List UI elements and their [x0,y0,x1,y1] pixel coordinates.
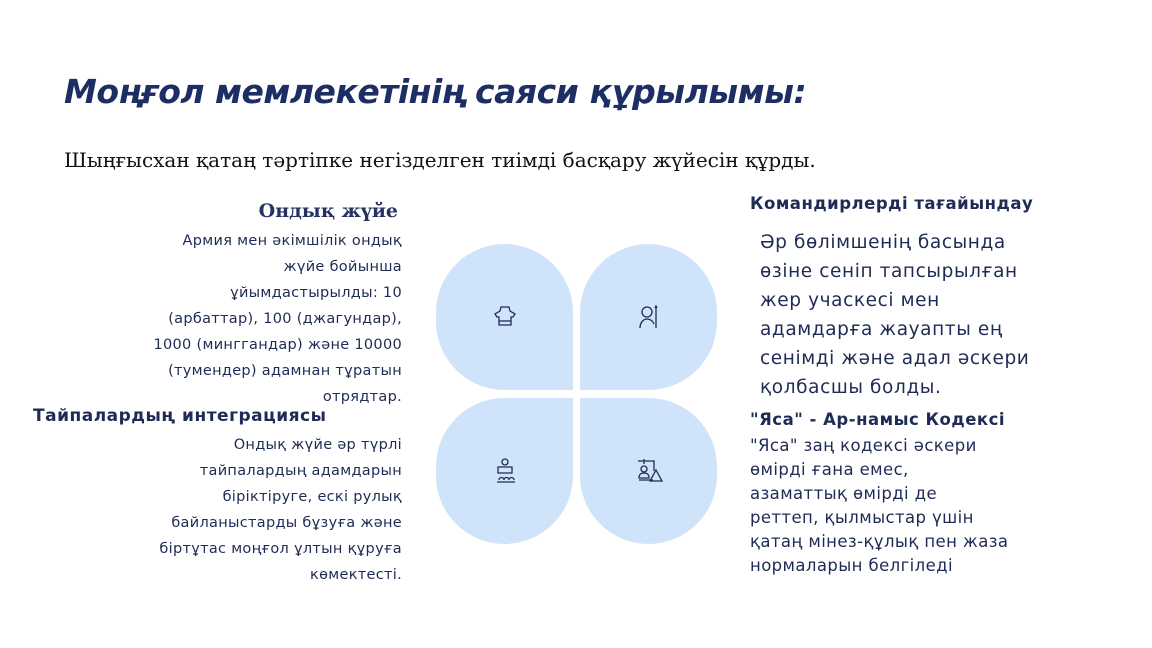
petal-top-left [436,244,573,390]
text-line: ұйымдастырылды: 10 [230,285,402,301]
armor-icon [492,304,518,330]
text-line: адамдарға жауапты ең [760,319,1003,340]
text-line: өзіне сеніп тапсырылған [760,261,1018,282]
text-line: сенімді және адал әскери [760,348,1030,369]
text-line: реттеп, қылмыстар үшін [750,508,974,527]
text-line: байланыстарды бұзуға және [171,515,402,531]
petal-top-right [580,244,717,390]
text-line: (арбаттар), 100 (джагундар), [168,311,402,327]
yasa-text [750,434,1008,578]
commanders-text [760,228,1029,402]
text-line: (тумендер) адамнан тұратын [168,363,402,379]
heading-commanders: Командирлерді тағайындау [750,194,1034,213]
speaker-audience-icon [492,458,518,484]
text-line: Әр бөлімшенің басында [760,232,1006,253]
text-line: өмірді ғана емес, [750,460,909,479]
text-line: Ондық жүйе әр түрлі [233,437,402,453]
warrior-icon [636,304,662,330]
page-title: Моңғол мемлекетінің саяси құрылымы: [64,72,807,111]
text-line: көмектесті. [310,567,402,583]
text-line: отрядтар. [322,389,402,405]
heading-decimal-system: Ондық жүйе [258,200,398,222]
text-line: біртұтас моңғол ұлтын құруға [159,541,402,557]
tribe-integration-text [42,432,402,588]
text-line: "Яса" заң кодексі әскери [750,436,977,455]
text-line: 1000 (минггандар) және 10000 [153,337,402,353]
heading-tribe-integration: Тайпалардың интеграциясы [33,406,327,426]
petal-bottom-left [436,398,573,544]
subtitle: Шыңғысхан қатаң тәртіпке негізделген тиімді басқару жүйесін құрды. [64,148,816,172]
heading-yasa: "Яса" - Ар-намыс Кодексі [750,410,1006,429]
text-line: қатаң мінез-құлық пен жаза [750,532,1009,551]
text-line: тайпалардың адамдарын [199,463,402,479]
text-line: азаматтық өмірді де [750,484,938,503]
text-line: Армия мен әкімшілік ондық [182,233,402,249]
text-line: нормаларын белгіледі [750,556,953,575]
petal-bottom-right [580,398,717,544]
text-line: жүйе бойынша [283,259,402,275]
text-line: қолбасшы болды. [760,377,942,398]
decimal-system-text [42,228,402,410]
text-line: жер учаскесі мен [760,290,940,311]
leader-warning-icon [636,458,664,484]
text-line: біріктіруге, ескі рулық [222,489,402,505]
